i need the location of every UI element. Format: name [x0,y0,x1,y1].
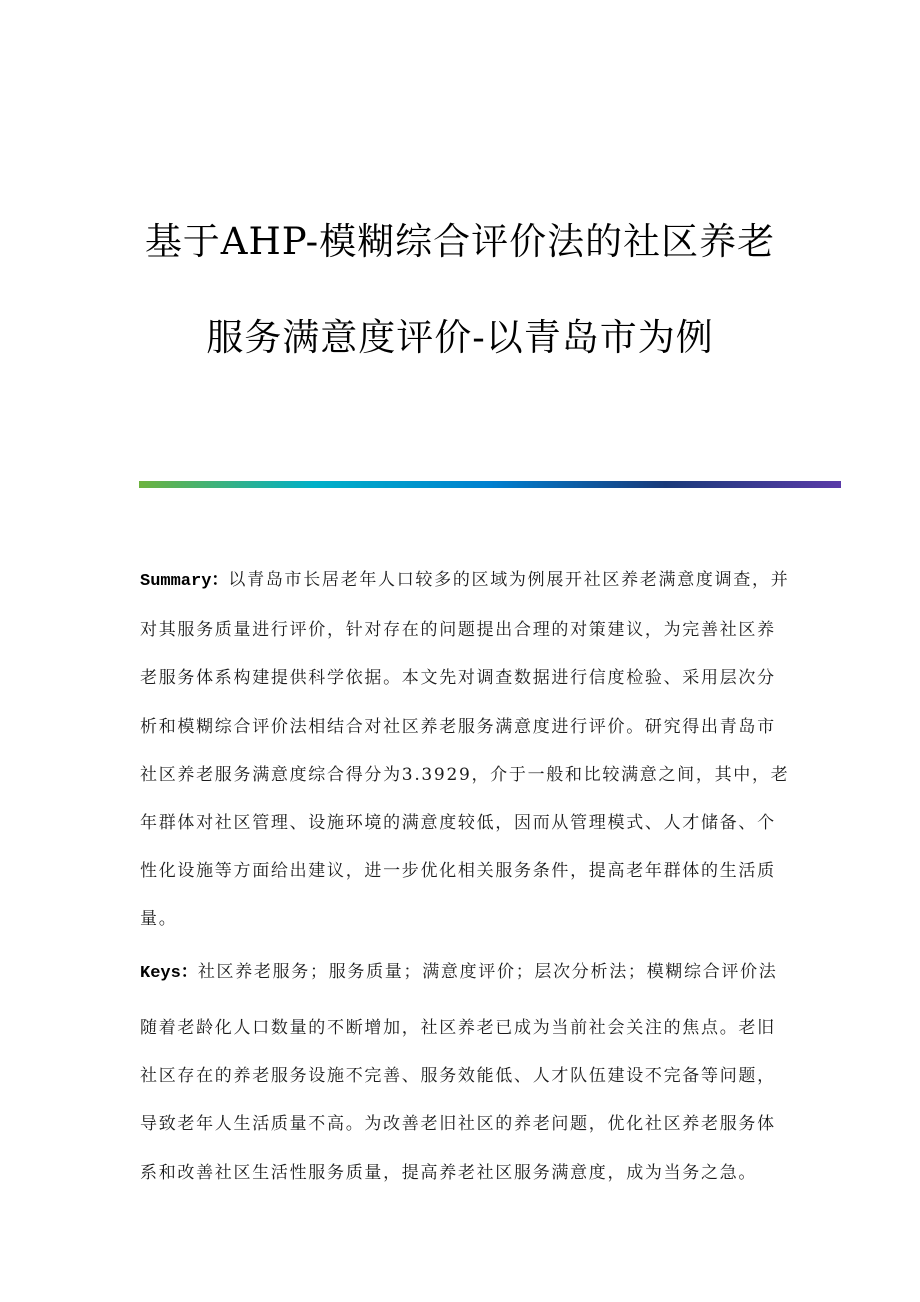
keywords-line [140,948,785,998]
keywords-text: 社区养老服务；服务质量；满意度评价；层次分析法；模糊综合评价法 [197,962,778,982]
intro-line: 随着老龄化人口数量的不断增加，社区养老已成为当前社会关注的焦点。老旧 [140,1018,776,1038]
document-title-line-1: 基于AHP-模糊综合评价法的社区养老 [144,220,776,263]
summary-line: 性化设施等方面给出建议，进一步优化相关服务条件，提高老年群体的生活质 [140,861,776,882]
summary-line: 析和模糊综合评价法相结合对社区养老服务满意度进行评价。研究得出青岛市 [140,716,776,737]
keywords-label: Keys： [140,964,198,983]
intro-line: 系和改善社区生活性服务质量，提高养老社区服务满意度，成为当务之急。 [140,1162,758,1183]
summary-line: 年群体对社区管理、设施环境的满意度较低，因而从管理模式、人才储备、个 [140,813,776,834]
intro-line: 导致老年人生活质量不高。为改善老旧社区的养老问题，优化社区养老服务体 [140,1114,776,1135]
summary-line: 老服务体系构建提供科学依据。本文先对调查数据进行信度检验、采用层次分 [140,668,776,689]
summary-line: 量。 [140,909,178,930]
summary-section [140,556,790,944]
summary-line: Summary：以青岛市长居老年人口较多的区域为例展开社区养老满意度调查，并 [140,570,790,591]
intro-paragraph [140,1004,785,1197]
keywords-section [140,948,785,998]
summary-label: Summary： [140,572,229,591]
gradient-divider [139,481,841,488]
summary-line: 对其服务质量进行评价，针对存在的问题提出合理的对策建议，为完善社区养 [140,620,776,641]
document-title-line-2: 服务满意度评价-以青岛市为例 [206,316,714,359]
intro-line: 社区存在的养老服务设施不完善、服务效能低、人才队伍建设不完备等问题， [140,1066,776,1087]
summary-line: 社区养老服务满意度综合得分为3.3929，介于一般和比较满意之间，其中，老 [140,764,790,785]
